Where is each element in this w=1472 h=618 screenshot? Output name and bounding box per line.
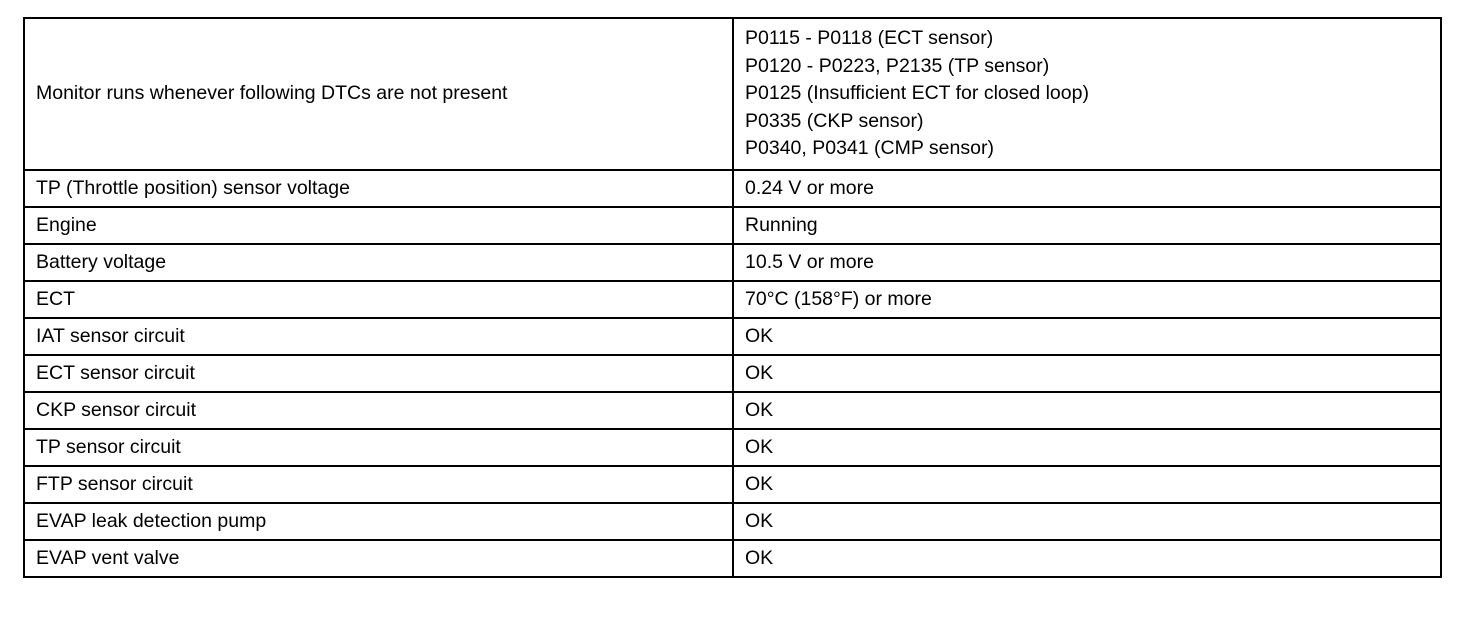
value-cell: OK [733,466,1441,503]
table-row [24,429,1441,466]
table-row [24,318,1441,355]
condition-cell: EVAP leak detection pump [24,503,733,540]
value-cell: 10.5 V or more [733,244,1441,281]
table-row [24,392,1441,429]
condition-cell: ECT sensor circuit [24,355,733,392]
table-row [24,207,1441,244]
dtc-item: P0125 (Insufficient ECT for closed loop) [745,82,1089,105]
condition-cell: CKP sensor circuit [24,392,733,429]
condition-cell: EVAP vent valve [24,540,733,577]
value-cell: OK [733,355,1441,392]
value-cell: 70°C (158°F) or more [733,281,1441,318]
value-cell: OK [733,503,1441,540]
dtc-list-cell [733,18,1441,170]
value-cell: Running [733,207,1441,244]
condition-cell: Monitor runs whenever following DTCs are not present [24,18,733,170]
table-row [24,244,1441,281]
table-row [24,466,1441,503]
table-row [24,503,1441,540]
value-cell: OK [733,429,1441,466]
condition-cell: FTP sensor circuit [24,466,733,503]
dtc-item: P0340, P0341 (CMP sensor) [745,137,994,160]
dtc-item: P0335 (CKP sensor) [745,109,924,132]
value-cell: OK [733,540,1441,577]
condition-cell: TP (Throttle position) sensor voltage [24,170,733,207]
monitor-conditions-table [23,17,1442,578]
condition-cell: ECT [24,281,733,318]
value-cell: OK [733,318,1441,355]
value-cell: 0.24 V or more [733,170,1441,207]
condition-cell: TP sensor circuit [24,429,733,466]
table-row [24,355,1441,392]
table-row [24,281,1441,318]
table-row [24,540,1441,577]
condition-cell: IAT sensor circuit [24,318,733,355]
table-row [24,170,1441,207]
dtc-item: P0120 - P0223, P2135 (TP sensor) [745,54,1050,77]
condition-cell: Battery voltage [24,244,733,281]
condition-cell: Engine [24,207,733,244]
value-cell: OK [733,392,1441,429]
table-row [24,18,1441,170]
dtc-item: P0115 - P0118 (ECT sensor) [745,27,994,50]
